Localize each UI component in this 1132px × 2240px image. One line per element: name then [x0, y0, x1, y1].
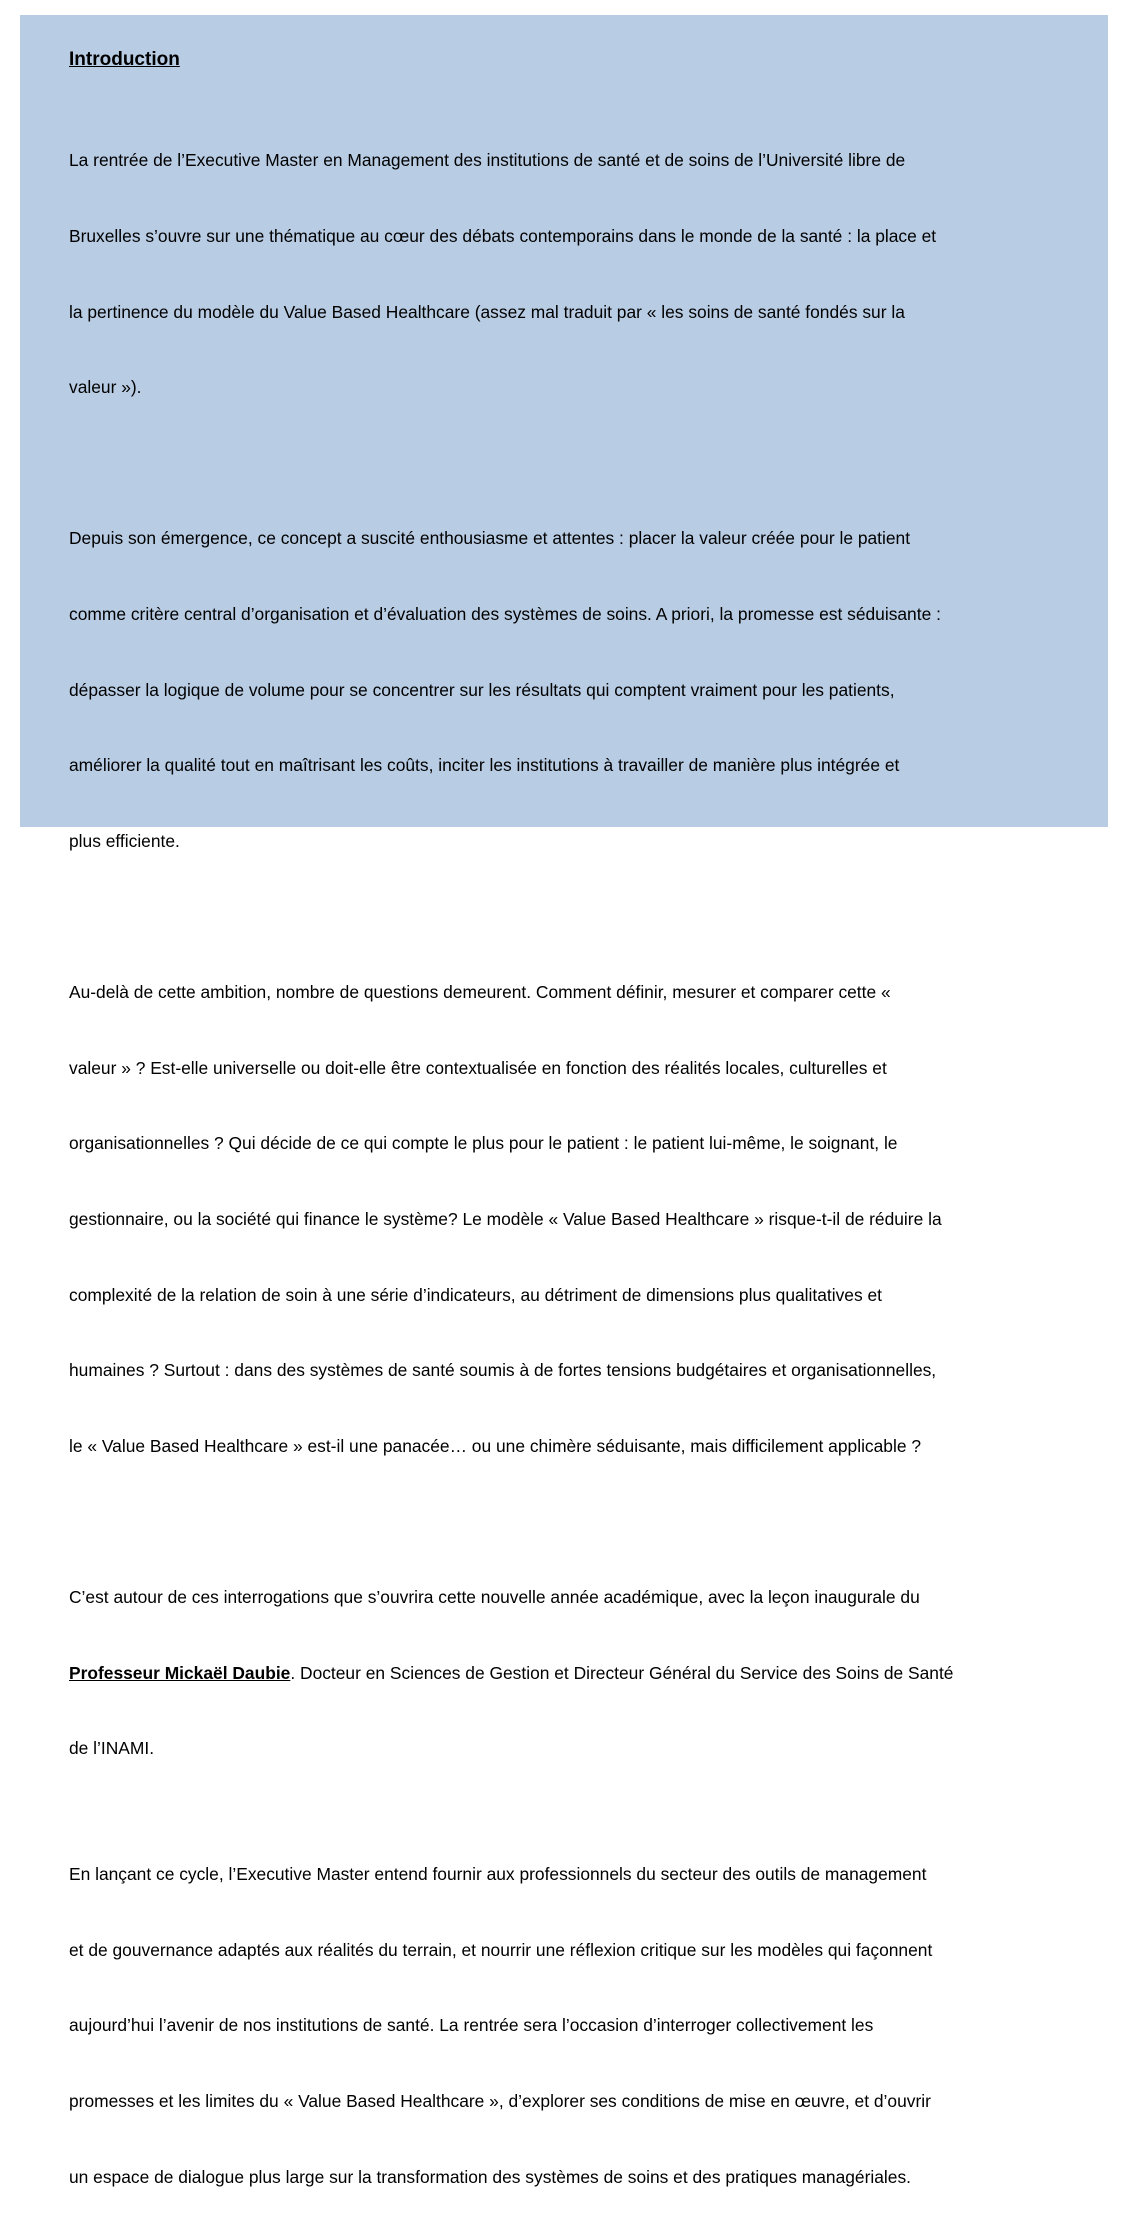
paragraph-inaugural [69, 1535, 1064, 1812]
text-line: complexité de la relation de soin à une série d’indicateurs, au détriment de dimensions plus qualitatives et [69, 1284, 882, 1305]
text-line: plus efficiente. [69, 830, 180, 851]
professor-name: Professeur Mickaël Daubie [69, 1662, 291, 1683]
text-line: de l’INAMI. [69, 1738, 155, 1759]
paragraph-cycle [69, 1812, 1064, 2240]
text-line: La rentrée de l’Executive Master en Management des institutions de santé et de soins de l’Université libre de [69, 150, 906, 171]
paragraph-gap [69, 1509, 1064, 1534]
text-line: C’est autour de ces interrogations que s’ouvrira cette nouvelle année académique, avec la leçon inaugurale du [69, 1586, 920, 1607]
text-line: aujourd’hui l’avenir de nos institutions de santé. La rentrée sera l’occasion d’interroger collectivement les [69, 2015, 874, 2036]
text-line: promesses et les limites du « Value Based Healthcare », d’explorer ses conditions de mise en œuvre, et d’ouvrir [69, 2091, 931, 2111]
text-line: organisationnelles ? Qui décide de ce qui compte le plus pour le patient : le patient lui-même, le soignant, le [69, 1133, 898, 1154]
text-line: Bruxelles s’ouvre sur une thématique au cœur des débats contemporains dans le monde de la santé : la place et [69, 226, 937, 247]
text-line: valeur » ? Est-elle universelle ou doit-elle être contextualisée en fonction des réalités locales, culturelles et [69, 1057, 887, 1078]
text-line: le « Value Based Healthcare » est-il une panacée… ou une chimère séduisante, mais difficilement applicable ? [69, 1435, 922, 1456]
text-line: la pertinence du modèle du Value Based Healthcare (assez mal traduit par « les soins de santé fondés sur la [69, 301, 905, 322]
paragraph-gap [69, 451, 1064, 476]
text-line: valeur »). [69, 377, 142, 398]
document-title: Introduction [69, 49, 180, 70]
paragraph-questions [69, 930, 1064, 1510]
text-line: dépasser la logique de volume pour se concentrer sur les résultats qui comptent vraiment pour les patients, [69, 679, 895, 700]
text-line: comme critère central d’organisation et d’évaluation des systèmes de soins. A priori, la promesse est séduisante : [69, 604, 941, 625]
text-line: gestionnaire, ou la société qui finance le système? Le modèle « Value Based Healthcare » risque-t-il de réduire la [69, 1208, 942, 1229]
text-line: améliorer la qualité tout en maîtrisant les coûts, inciter les institutions à travailler de manière plus intégrée et [69, 755, 900, 776]
professor-title: . Docteur en Sciences de Gestion et Directeur Général du Service des Soins de Santé [290, 1662, 954, 1683]
text-line: humaines ? Surtout : dans des systèmes de santé soumis à de fortes tensions budgétaires et organisationnelles, [69, 1360, 937, 1381]
document-panel [20, 15, 1108, 2187]
text-line: Depuis son émergence, ce concept a suscité enthousiasme et attentes : placer la valeur créée pour le patient [69, 528, 911, 549]
text-line: Au-delà de cette ambition, nombre de questions demeurent. Comment définir, mesurer et comparer cette « [69, 982, 891, 1003]
text-line: En lançant ce cycle, l’Executive Master entend fournir aux professionnels du secteur des outils de management [69, 1864, 927, 1885]
paragraph-concept [69, 476, 1064, 904]
paragraph-gap [69, 904, 1064, 929]
text-line: un espace de dialogue plus large sur la transformation des systèmes de soins et des pratiques managériales. [69, 2166, 911, 2187]
text-line: et de gouvernance adaptés aux réalités du terrain, et nourrir une réflexion critique sur les modèles qui façonnent [69, 1939, 933, 1960]
paragraph-intro [69, 98, 1064, 451]
text-line [69, 1661, 1064, 1686]
